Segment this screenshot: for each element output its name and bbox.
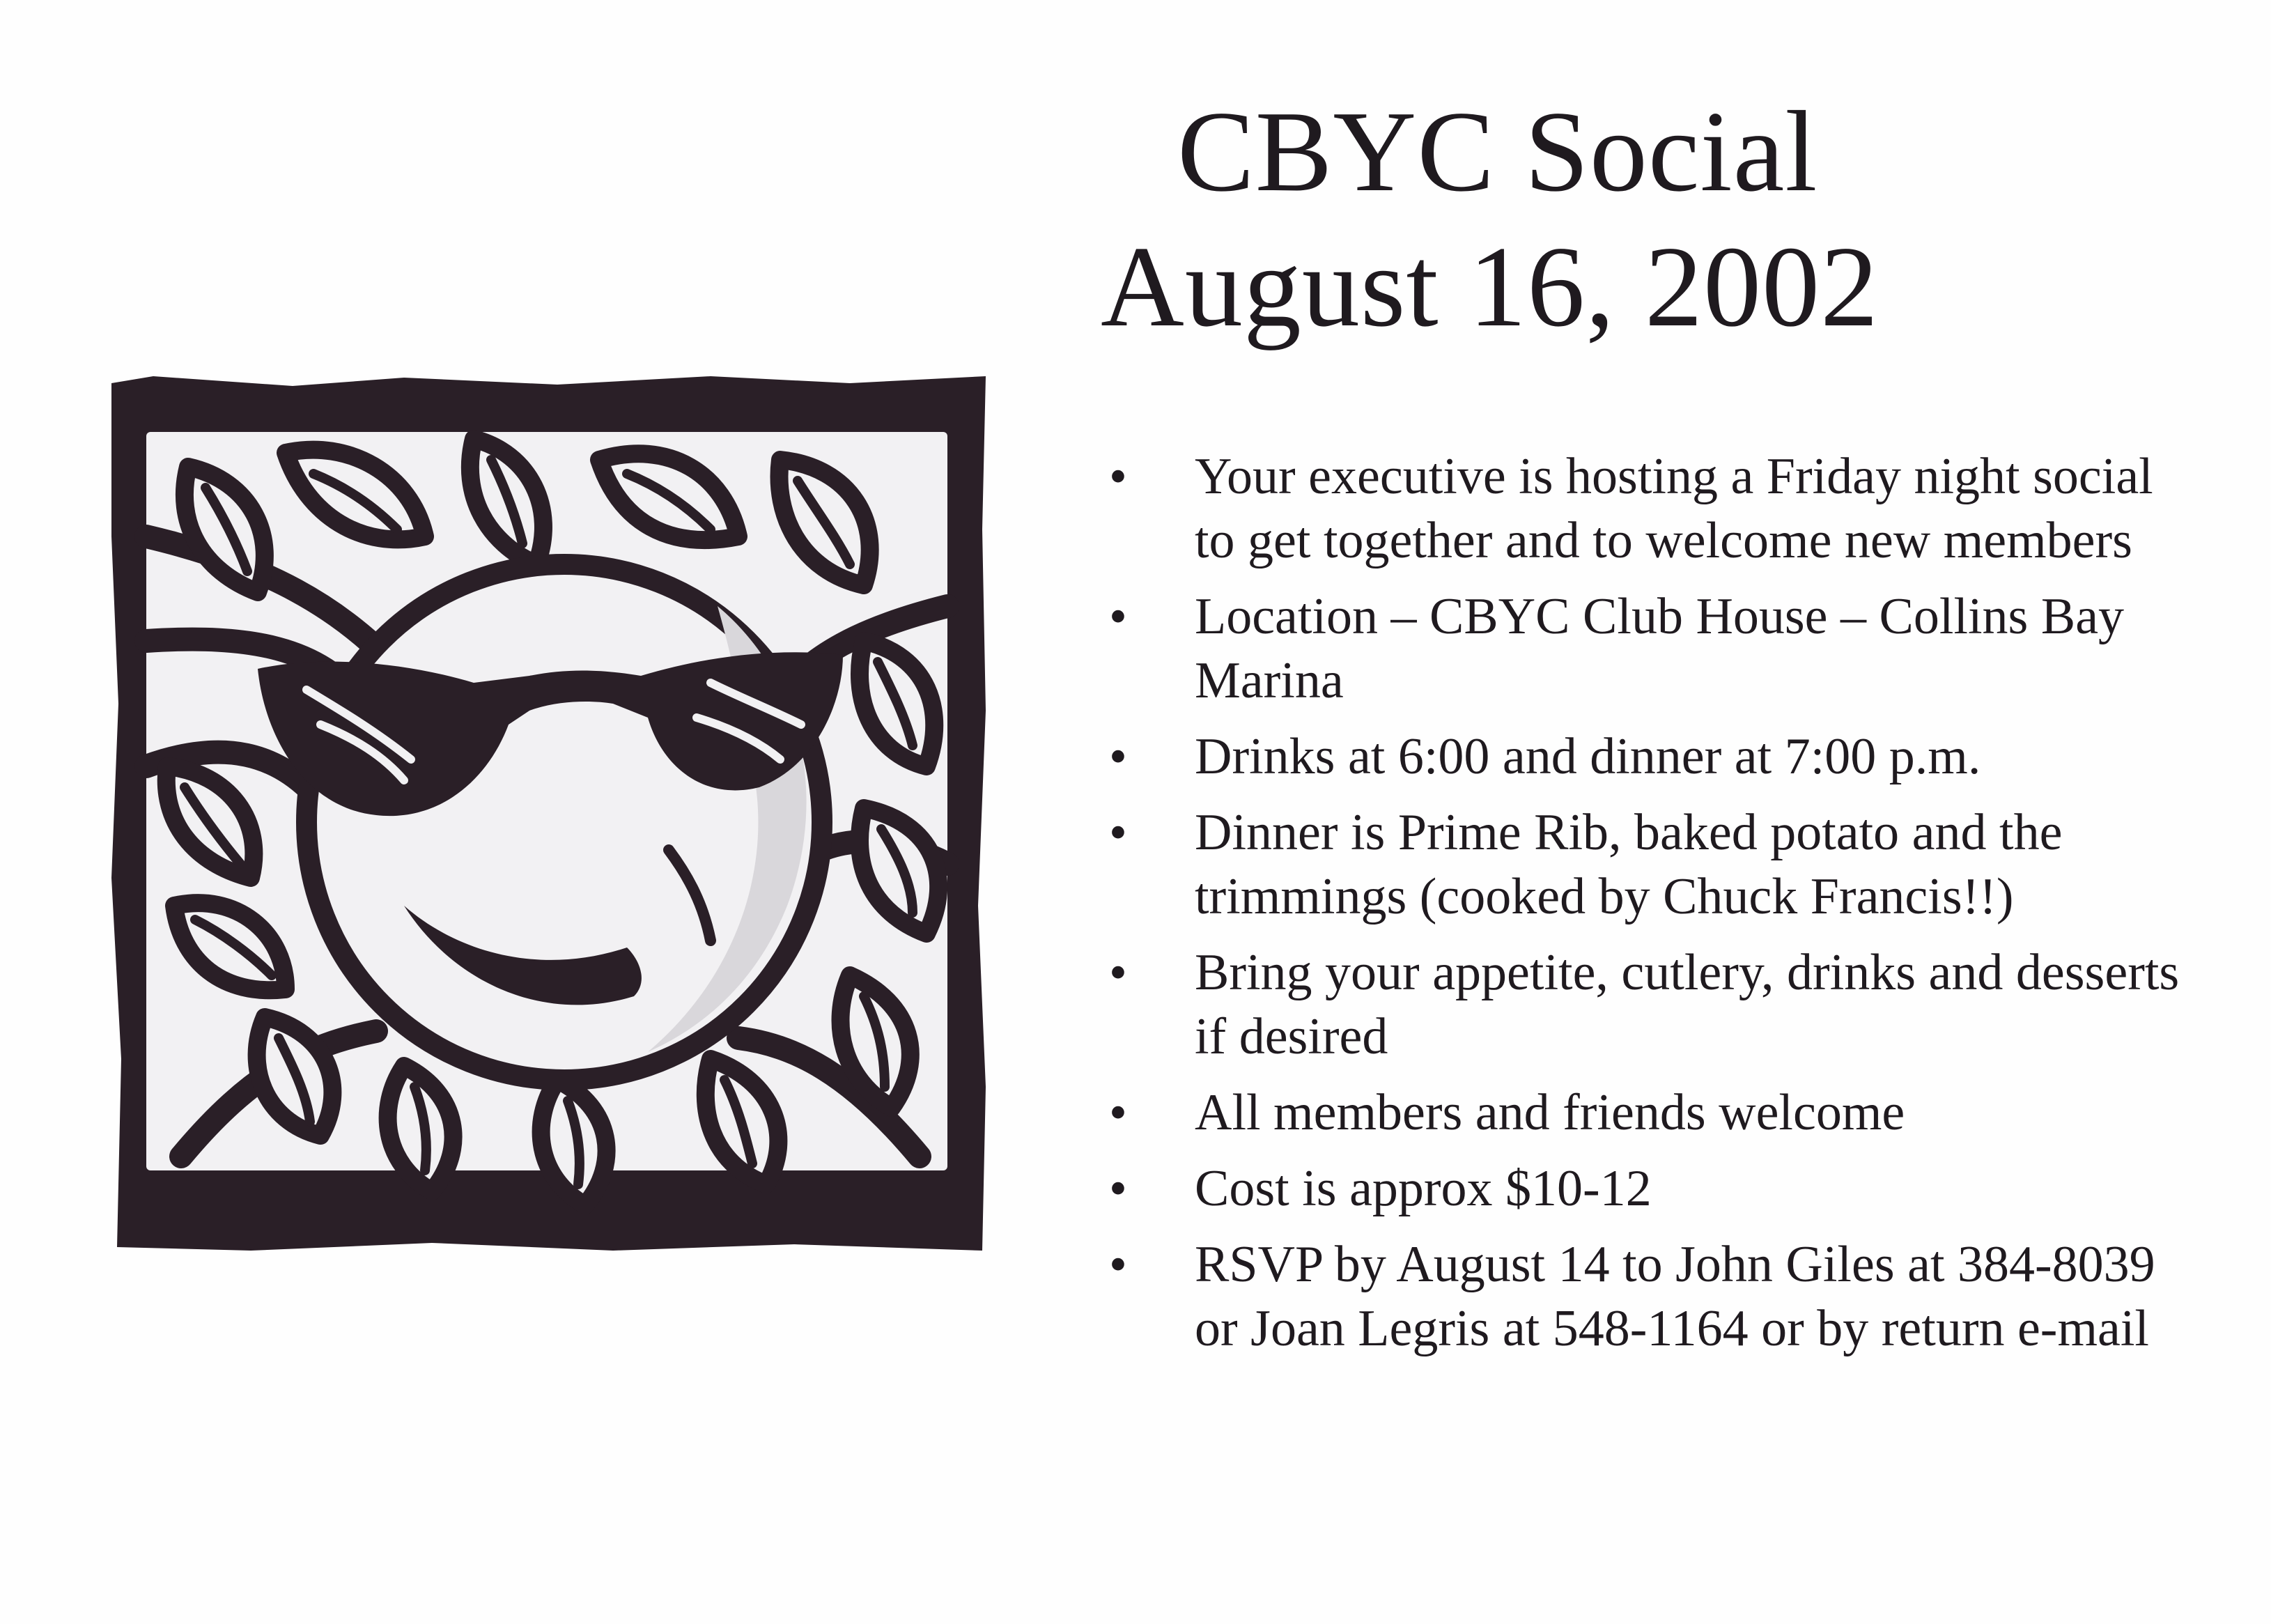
list-item-bring <box>1097 941 2184 1069</box>
list-item-text: Location – CBYC Club House – Collins Bay Marina <box>1195 588 2125 709</box>
bullet-icon: • <box>1109 804 1127 861</box>
list-item-text: Drinks at 6:00 and dinner at 7:00 p.m. <box>1195 728 1981 785</box>
bullet-icon: • <box>1109 728 1127 785</box>
bullet-icon: • <box>1109 588 1127 645</box>
page-title <box>1101 84 2076 354</box>
bullet-icon: • <box>1109 1236 1127 1293</box>
list-item-text: All members and friends welcome <box>1195 1084 1905 1141</box>
list-item-menu <box>1097 801 2184 929</box>
sun-with-sunglasses-illustration <box>111 376 986 1251</box>
list-item-welcome <box>1097 1081 2184 1145</box>
bullet-icon: • <box>1109 448 1127 505</box>
event-details-list <box>1097 444 2184 1372</box>
bullet-icon: • <box>1109 944 1127 1001</box>
list-item-text: Dinner is Prime Rib, baked potato and the trimmings (cooked by Chuck Francis!!) <box>1195 804 2063 925</box>
list-item-text: Cost is approx $10-12 <box>1195 1160 1652 1217</box>
list-item-text: Your executive is hosting a Friday night social to get together and to welcome new members <box>1195 448 2153 569</box>
list-item-text: RSVP by August 14 to John Giles at 384-8039 or Joan Legris at 548-1164 or by return e-mail <box>1195 1236 2155 1357</box>
list-item-location <box>1097 585 2184 713</box>
list-item-times <box>1097 725 2184 789</box>
bullet-icon: • <box>1109 1160 1127 1217</box>
title-event-date: August 16, 2002 <box>1101 222 1879 350</box>
sun-with-sunglasses-icon <box>111 376 986 1251</box>
list-item-rsvp <box>1097 1232 2184 1361</box>
title-event-name: CBYC Social <box>1177 87 1818 215</box>
list-item-invitation <box>1097 444 2184 573</box>
bullet-icon: • <box>1109 1084 1127 1141</box>
list-item-cost <box>1097 1157 2184 1221</box>
list-item-text: Bring your appetite, cutlery, drinks and desserts if desired <box>1195 944 2180 1065</box>
